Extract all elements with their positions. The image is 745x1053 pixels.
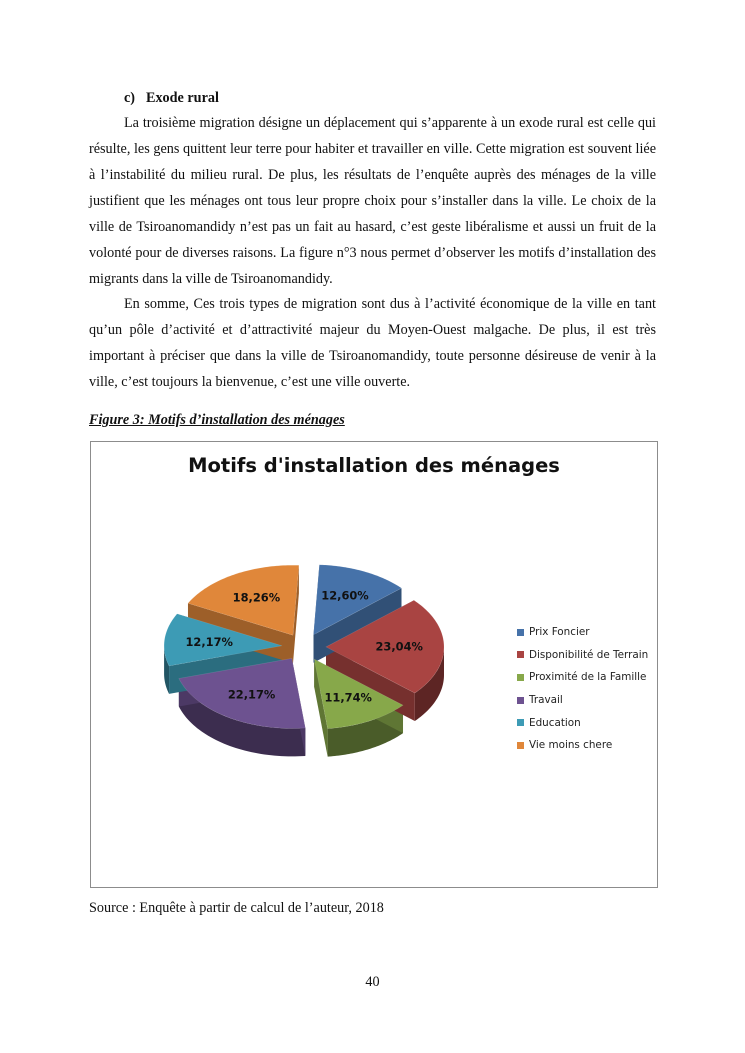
section-title: Exode rural (146, 90, 219, 106)
legend-swatch (517, 651, 524, 658)
pie-data-label: 12,17% (185, 634, 233, 649)
paragraph-2: En somme, Ces trois types de migration sont dus à l’activité économique de la ville en tant qu’un pôle d’activité et d’attractivité majeur du Moyen-Ouest malgache. De plus, il est très important à préciser que dans la ville de Tsiroanomandidy, toute personne désireuse de venir à la ville, c’est toujours la bienvenue, c’est une ville ouverte. (89, 296, 656, 390)
figure-caption: Figure 3: Motifs d’installation des ménages (89, 412, 345, 428)
pie-data-label: 11,74% (324, 690, 372, 705)
section-heading (124, 89, 219, 107)
legend-item (517, 644, 648, 667)
legend-item (517, 734, 648, 757)
legend-label: Prix Foncier (529, 626, 590, 639)
section-marker: c) (124, 90, 136, 106)
figure-source: Source : Enquête à partir de calcul de l’auteur, 2018 (89, 900, 384, 916)
legend-label: Proximité de la Famille (529, 671, 647, 684)
pie-chart (90, 441, 658, 888)
legend-item (517, 689, 648, 712)
pie-data-label: 18,26% (232, 590, 281, 605)
pie-data-label: 22,17% (227, 687, 276, 702)
legend-label: Vie moins chere (529, 739, 613, 752)
legend-item (517, 666, 648, 689)
legend-label: Disponibilité de Terrain (529, 648, 649, 661)
pie-data-label: 23,04% (375, 639, 423, 654)
pie-data-label: 12,60% (321, 588, 369, 603)
legend-swatch (517, 629, 524, 636)
paragraph-1: La troisième migration désigne un déplacement qui s’apparente à un exode rural est celle qui résulte, les gens quittent leur terre pour habiter et travailler en ville. Cette migration est souvent liée à l’instabilité du milieu rural. De plus, les résultats de l’enquête auprès des ménages de la ville justifient que les ménages ont tous leur propre choix pour s’installer dans la ville. Le choix de la ville de Tsiroanomandidy n’est pas un fait au hasard, c’est geste libéralisme et aussi un fruit de la volonté pour de diverses raisons. La figure n°3 nous permet d’observer les motifs d’installation des migrants dans la ville de Tsiroanomandidy. (89, 115, 656, 287)
legend-swatch (517, 697, 524, 704)
legend-item (517, 621, 648, 644)
legend-label: Education (529, 716, 581, 729)
legend-item (517, 711, 648, 734)
legend-swatch (517, 719, 524, 726)
chart-title: Motifs d'installation des ménages (188, 454, 560, 477)
legend-swatch (517, 742, 524, 749)
page-number: 40 (365, 974, 380, 990)
legend-label: Travail (529, 694, 563, 707)
legend-swatch (517, 674, 524, 681)
chart-legend (517, 621, 648, 757)
